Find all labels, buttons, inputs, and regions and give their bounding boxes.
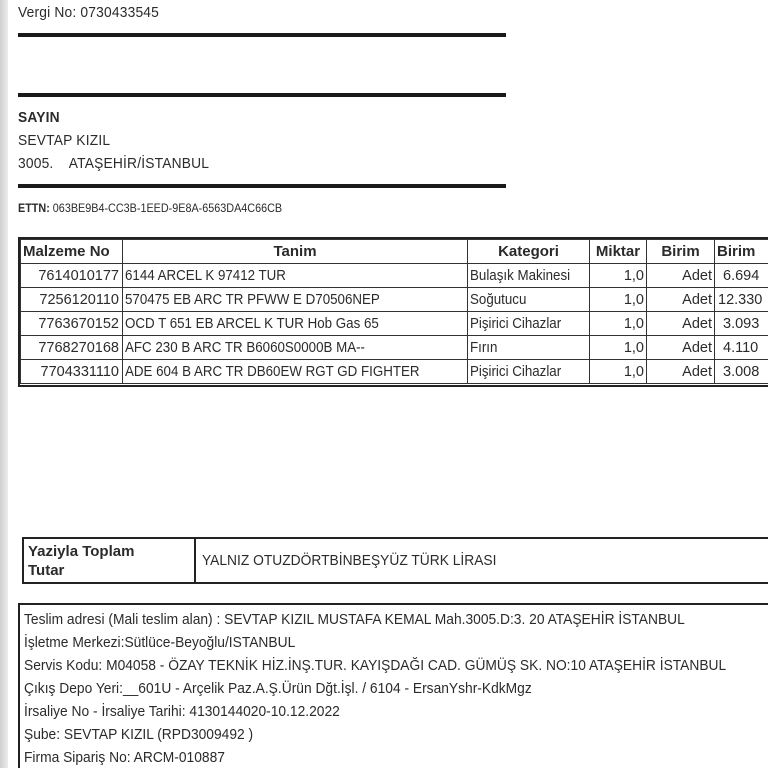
cell-material-no: 7704331110 xyxy=(21,360,123,384)
total-in-words-value: YALNIZ OTUZDÖRTBİNBEŞYÜZ TÜRK LİRASI xyxy=(202,552,497,569)
column-header-quantity: Miktar xyxy=(590,240,647,264)
total-label-line: Tutar xyxy=(28,562,65,579)
table-row xyxy=(21,264,768,288)
column-header-description: Tanim xyxy=(123,240,468,264)
column-header-unit-price: Birim xyxy=(715,240,768,264)
table-header-row xyxy=(21,240,768,264)
waybill-line: İrsaliye No - İrsaliye Tarihi: 4130144020-10.12.2022 xyxy=(24,703,340,720)
cell-quantity: 1,0 xyxy=(590,312,647,336)
cell-unit: Adet xyxy=(647,288,715,312)
cell-unit: Adet xyxy=(647,264,715,288)
service-code-line: Servis Kodu: M04058 - ÖZAY TEKNİK HİZ.İNŞ.TUR. KAYIŞDAĞI CAD. GÜMÜŞ SK. NO:10 ATAŞEHİR İSTANBUL xyxy=(24,657,727,674)
cell-description: AFC 230 B ARC TR B6060S0000B MA-- xyxy=(123,336,468,360)
divider-line xyxy=(18,184,506,188)
cell-unit: Adet xyxy=(647,360,715,384)
total-in-words-label xyxy=(24,539,196,582)
cell-description: 6144 ARCEL K 97412 TUR xyxy=(123,264,468,288)
recipient-name: SEVTAP KIZIL xyxy=(18,132,111,149)
cell-description: 570475 EB ARC TR PFWW E D70506NEP xyxy=(123,288,468,312)
cell-category: Pişirici Cihazlar xyxy=(468,312,590,336)
order-number-line: Firma Sipariş No: ARCM-010887 xyxy=(24,749,225,766)
cell-quantity: 1,0 xyxy=(590,288,647,312)
table-row xyxy=(21,336,768,360)
cell-quantity: 1,0 xyxy=(590,336,647,360)
delivery-info-box xyxy=(18,603,768,768)
cell-unit-price: 3.093 xyxy=(715,312,768,336)
cell-quantity: 1,0 xyxy=(590,360,647,384)
cell-description: ADE 604 B ARC TR DB60EW RGT GD FIGHTER xyxy=(123,360,468,384)
business-center-line: İşletme Merkezi:Sütlüce-Beyoğlu/ISTANBUL xyxy=(24,634,296,651)
column-header-category: Kategori xyxy=(468,240,590,264)
cell-material-no: 7763670152 xyxy=(21,312,123,336)
table-row xyxy=(21,288,768,312)
depot-line: Çıkış Depo Yeri:__601U - Arçelik Paz.A.Ş.Ürün Dğt.İşl. / 6104 - ErsanYshr-KdkMgz xyxy=(24,680,532,697)
divider-line xyxy=(18,93,506,97)
ettn xyxy=(18,201,282,215)
cell-material-no: 7256120110 xyxy=(21,288,123,312)
cell-unit: Adet xyxy=(647,336,715,360)
delivery-address-line: Teslim adresi (Mali teslim alan) : SEVTAP KIZIL MUSTAFA KEMAL Mah.3005.D:3. 20 ATAŞEHİR İSTANBUL xyxy=(24,611,685,628)
cell-unit-price: 12.330 xyxy=(715,288,768,312)
column-header-material-no: Malzeme No xyxy=(21,240,123,264)
cell-description: OCD T 651 EB ARCEL K TUR Hob Gas 65 xyxy=(123,312,468,336)
branch-line: Şube: SEVTAP KIZIL (RPD3009492 ) xyxy=(24,726,254,743)
recipient-salutation: SAYIN xyxy=(18,109,60,126)
cell-unit-price: 3.008 xyxy=(715,360,768,384)
table-row xyxy=(21,312,768,336)
total-label-line: Yaziyla Toplam xyxy=(28,543,135,560)
cell-category: Bulaşık Makinesi xyxy=(468,264,590,288)
tax-number: Vergi No: 0730433545 xyxy=(18,4,160,21)
recipient-address: 3005. ATAŞEHİR/İSTANBUL xyxy=(18,155,210,172)
cell-material-no: 7614010177 xyxy=(21,264,123,288)
total-in-words-box xyxy=(22,537,768,584)
cell-unit: Adet xyxy=(647,312,715,336)
divider-line xyxy=(18,33,506,37)
cell-quantity: 1,0 xyxy=(590,264,647,288)
cell-category: Soğutucu xyxy=(468,288,590,312)
ettn-value: 063BE9B4-CC3B-1EED-9E8A-6563DA4C66CB xyxy=(52,201,283,215)
cell-category: Fırın xyxy=(468,336,590,360)
column-header-unit: Birim xyxy=(647,240,715,264)
invoice-page xyxy=(8,0,768,768)
table-row xyxy=(21,360,768,384)
cell-unit-price: 4.110 xyxy=(715,336,768,360)
ettn-label: ETTN: xyxy=(18,201,50,215)
page-edge-shadow xyxy=(0,0,8,768)
cell-category: Pişirici Cihazlar xyxy=(468,360,590,384)
cell-material-no: 7768270168 xyxy=(21,336,123,360)
cell-unit-price: 6.694 xyxy=(715,264,768,288)
items-table xyxy=(18,237,768,387)
